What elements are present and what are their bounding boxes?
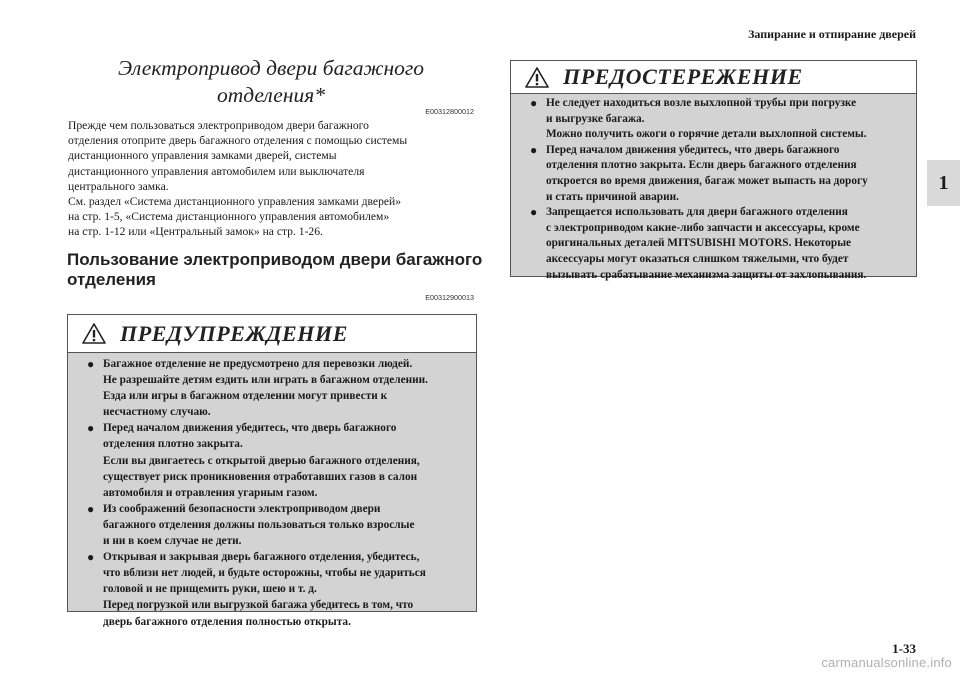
warning-item: [68, 356, 476, 420]
bullet-icon: ●: [87, 421, 95, 436]
caution-line: отделения плотно закрыта. Если дверь багажного отделения: [546, 159, 857, 172]
warning-box: [67, 314, 477, 628]
warning-item: [68, 549, 476, 629]
bullet-icon: ●: [87, 357, 95, 371]
bullet-icon: ●: [530, 142, 538, 157]
subsection-title: [67, 250, 487, 290]
caution-title: ПРЕДОСТЕРЕЖЕНИЕ: [563, 64, 803, 89]
subsection-code: E00312900013: [425, 293, 474, 302]
section-title: [66, 55, 476, 109]
warning-item: [68, 420, 476, 500]
caution-line: оригинальных деталей MITSUBISHI MOTORS. Некоторые: [546, 237, 852, 250]
warning-title: ПРЕДУПРЕЖДЕНИЕ: [120, 320, 348, 346]
intro-line: См. раздел «Система дистанционного управления замками дверей»: [68, 195, 402, 209]
chapter-tab: 1: [927, 160, 960, 206]
warning-line: Из соображений безопасности электроприводом двери: [103, 502, 381, 515]
intro-line: дистанционного управления замками дверей, системы: [68, 149, 337, 163]
caution-item: [511, 96, 916, 143]
caution-line: с электроприводом какие-либо запчасти и аксессуары, кроме: [546, 221, 860, 234]
caution-line: аксессуары могут оказаться слишком тяжелыми, что будет: [546, 252, 849, 265]
caution-body: [511, 94, 916, 281]
warning-line: Не разрешайте детям ездить или играть в багажном отделении.: [103, 374, 428, 387]
caution-line: и стать причиной аварии.: [546, 190, 679, 203]
warning-line: существует риск проникновения отработавших газов в салон: [103, 470, 418, 483]
caution-box: [510, 60, 917, 281]
caution-box-header: [511, 61, 916, 94]
warning-line: дверь багажного отделения полностью открыта.: [103, 615, 351, 628]
bullet-icon: ●: [530, 205, 538, 220]
caution-item: [511, 143, 916, 205]
header-title: Запирание и отпирание дверей: [748, 27, 916, 41]
warning-line: головой и не прищемить руки, шею и т. д.: [103, 583, 317, 596]
subsection-title-line: отделения: [67, 270, 156, 289]
warning-line: несчастному случаю.: [103, 406, 211, 419]
section-title-line: отделения*: [216, 83, 326, 107]
section-title-line: Электропривод двери багажного: [117, 56, 425, 80]
warning-triangle-icon: [82, 323, 106, 344]
page-number: 1-33: [892, 641, 916, 656]
bullet-icon: ●: [530, 96, 538, 110]
caution-line: Запрещается использовать для двери багажного отделения: [546, 206, 848, 219]
caution-line: и выгрузке багажа.: [546, 112, 645, 125]
warning-line: что вблизи нет людей, и будьте осторожны, чтобы не удариться: [103, 567, 426, 580]
subsection-title-line: Пользование электроприводом двери багажного: [67, 250, 483, 269]
warning-body: [68, 353, 476, 628]
warning-line: автомобиля и отравления угарным газом.: [103, 486, 318, 499]
warning-line: Если вы двигаетесь с открытой дверью багажного отделения,: [103, 454, 420, 467]
intro-line: отделения отоприте дверь багажного отделения с помощью системы: [68, 134, 408, 148]
caution-line: Перед началом движения убедитесь, что дверь багажного: [546, 143, 840, 156]
warning-line: и ни в коем случае не дети.: [103, 535, 242, 548]
intro-line: Прежде чем пользоваться электроприводом двери багажного: [68, 119, 369, 132]
warning-line: Багажное отделение не предусмотрено для перевозки людей.: [103, 358, 413, 370]
bullet-icon: ●: [87, 501, 95, 516]
caution-line: вызывать срабатывание механизма защиты от захлопывания.: [546, 268, 867, 281]
intro-line: дистанционного управления автомобилем или выключателя: [68, 164, 365, 178]
warning-line: Езда или игры в багажном отделении могут привести к: [103, 390, 388, 403]
warning-box-header: [68, 315, 476, 353]
warning-line: багажного отделения должны пользоваться только взрослые: [103, 518, 415, 531]
warning-line: Открывая и закрывая дверь багажного отделения, убедитесь,: [103, 551, 420, 564]
warning-triangle-icon: [525, 67, 549, 88]
watermark: carmanualsonline.info: [821, 655, 952, 670]
warning-line: Перед началом движения убедитесь, что дверь багажного: [103, 422, 397, 435]
warning-line: Перед погрузкой или выгрузкой багажа убедитесь в том, что: [103, 599, 414, 612]
warning-line: отделения плотно закрыта.: [103, 438, 243, 451]
intro-line: на стр. 1-5, «Система дистанционного управления автомобилем»: [68, 210, 390, 224]
caution-line: откроется во время движения, багаж может выпасть на дорогу: [546, 174, 868, 187]
intro-paragraph: [68, 118, 480, 240]
intro-line: центрального замка.: [68, 179, 169, 193]
intro-line: на стр. 1-12 или «Центральный замок» на стр. 1-26.: [68, 225, 323, 239]
section-code: E00312800012: [425, 107, 474, 116]
bullet-icon: ●: [87, 550, 95, 565]
caution-line: Не следует находиться возле выхлопной трубы при погрузке: [546, 97, 857, 109]
caution-item: [511, 205, 916, 283]
caution-line: Можно получить ожоги о горячие детали выхлопной системы.: [546, 128, 867, 141]
warning-item: [68, 501, 476, 549]
